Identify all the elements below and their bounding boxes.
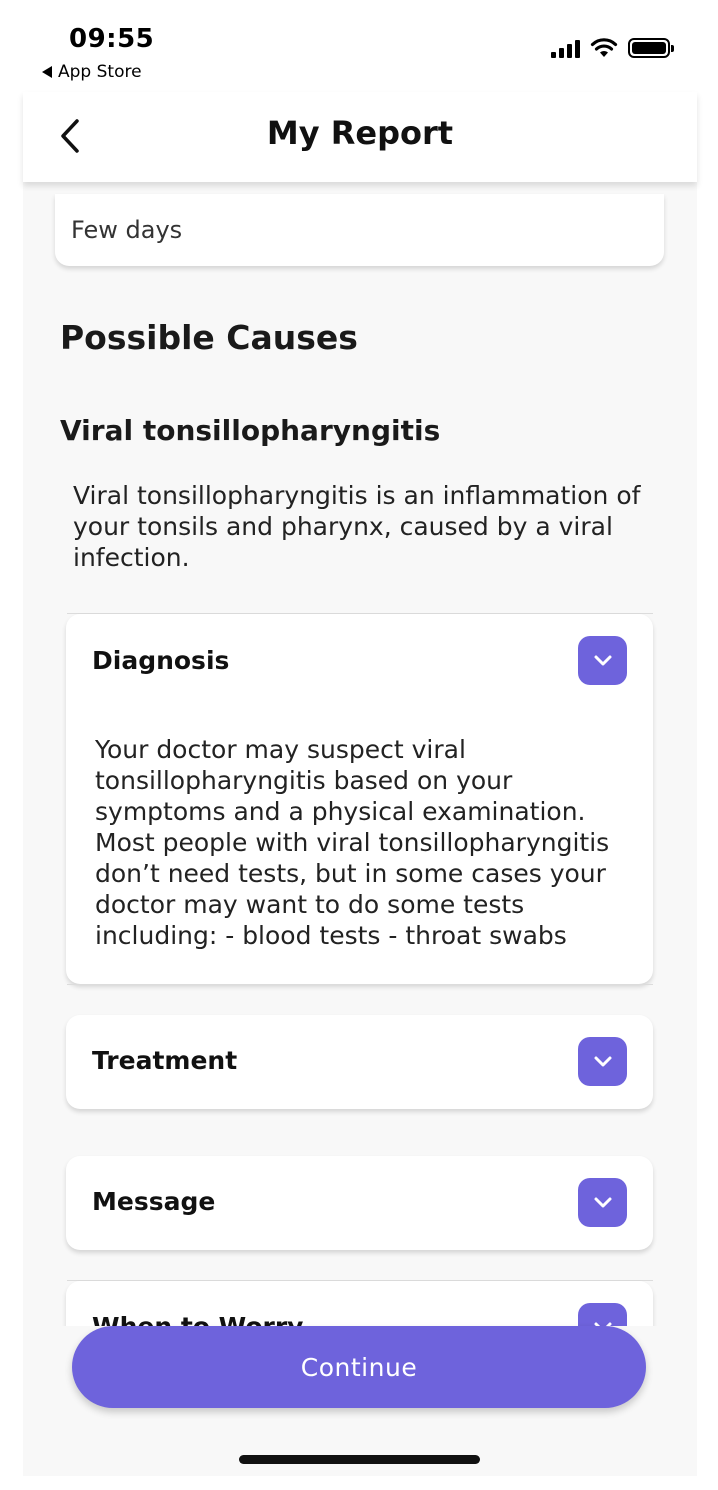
status-icons	[551, 38, 670, 58]
chevron-down-icon	[593, 654, 613, 668]
continue-button[interactable]: Continue	[72, 1326, 646, 1408]
accordion-toggle-button[interactable]	[578, 1178, 627, 1227]
divider	[67, 984, 653, 985]
back-triangle-icon	[42, 66, 52, 78]
back-app-label: App Store	[58, 62, 142, 82]
page-title: My Report	[266, 114, 454, 152]
battery-icon	[628, 38, 670, 58]
chevron-down-icon	[593, 1055, 613, 1069]
accordion-message[interactable]	[66, 1156, 653, 1250]
accordion-title: Message	[92, 1187, 216, 1216]
chevron-down-icon	[593, 1196, 613, 1210]
back-to-app-store-link[interactable]	[42, 62, 142, 82]
answer-card: Few days	[55, 194, 664, 266]
cellular-signal-icon	[551, 38, 580, 58]
accordion-title[interactable]: Diagnosis	[92, 646, 230, 675]
accordion-toggle-button[interactable]	[578, 1037, 627, 1086]
accordion-body: Your doctor may suspect viral tonsillopharyngitis based on your symptoms and a physical examination. Most people with viral tonsillopharyngitis don’t need tests, but in some cases your doctor may want to do some tests including: - blood tests - throat swabs	[95, 735, 610, 950]
accordion-diagnosis	[66, 614, 653, 984]
report-content[interactable]	[23, 182, 697, 1476]
cause-description: Viral tonsillopharyngitis is an inflammation of your tonsils and pharynx, caused by a viral infection.	[73, 481, 641, 572]
accordion-title: Treatment	[92, 1046, 238, 1075]
section-title: Possible Causes	[60, 318, 358, 357]
home-indicator[interactable]	[239, 1455, 480, 1464]
nav-bar	[23, 92, 697, 182]
cause-title: Viral tonsillopharyngitis	[60, 414, 441, 447]
status-bar	[0, 0, 718, 92]
wifi-icon	[590, 38, 618, 58]
status-time: 09:55	[69, 24, 155, 54]
accordion-treatment[interactable]	[66, 1015, 653, 1109]
accordion-toggle-button[interactable]	[578, 636, 627, 685]
